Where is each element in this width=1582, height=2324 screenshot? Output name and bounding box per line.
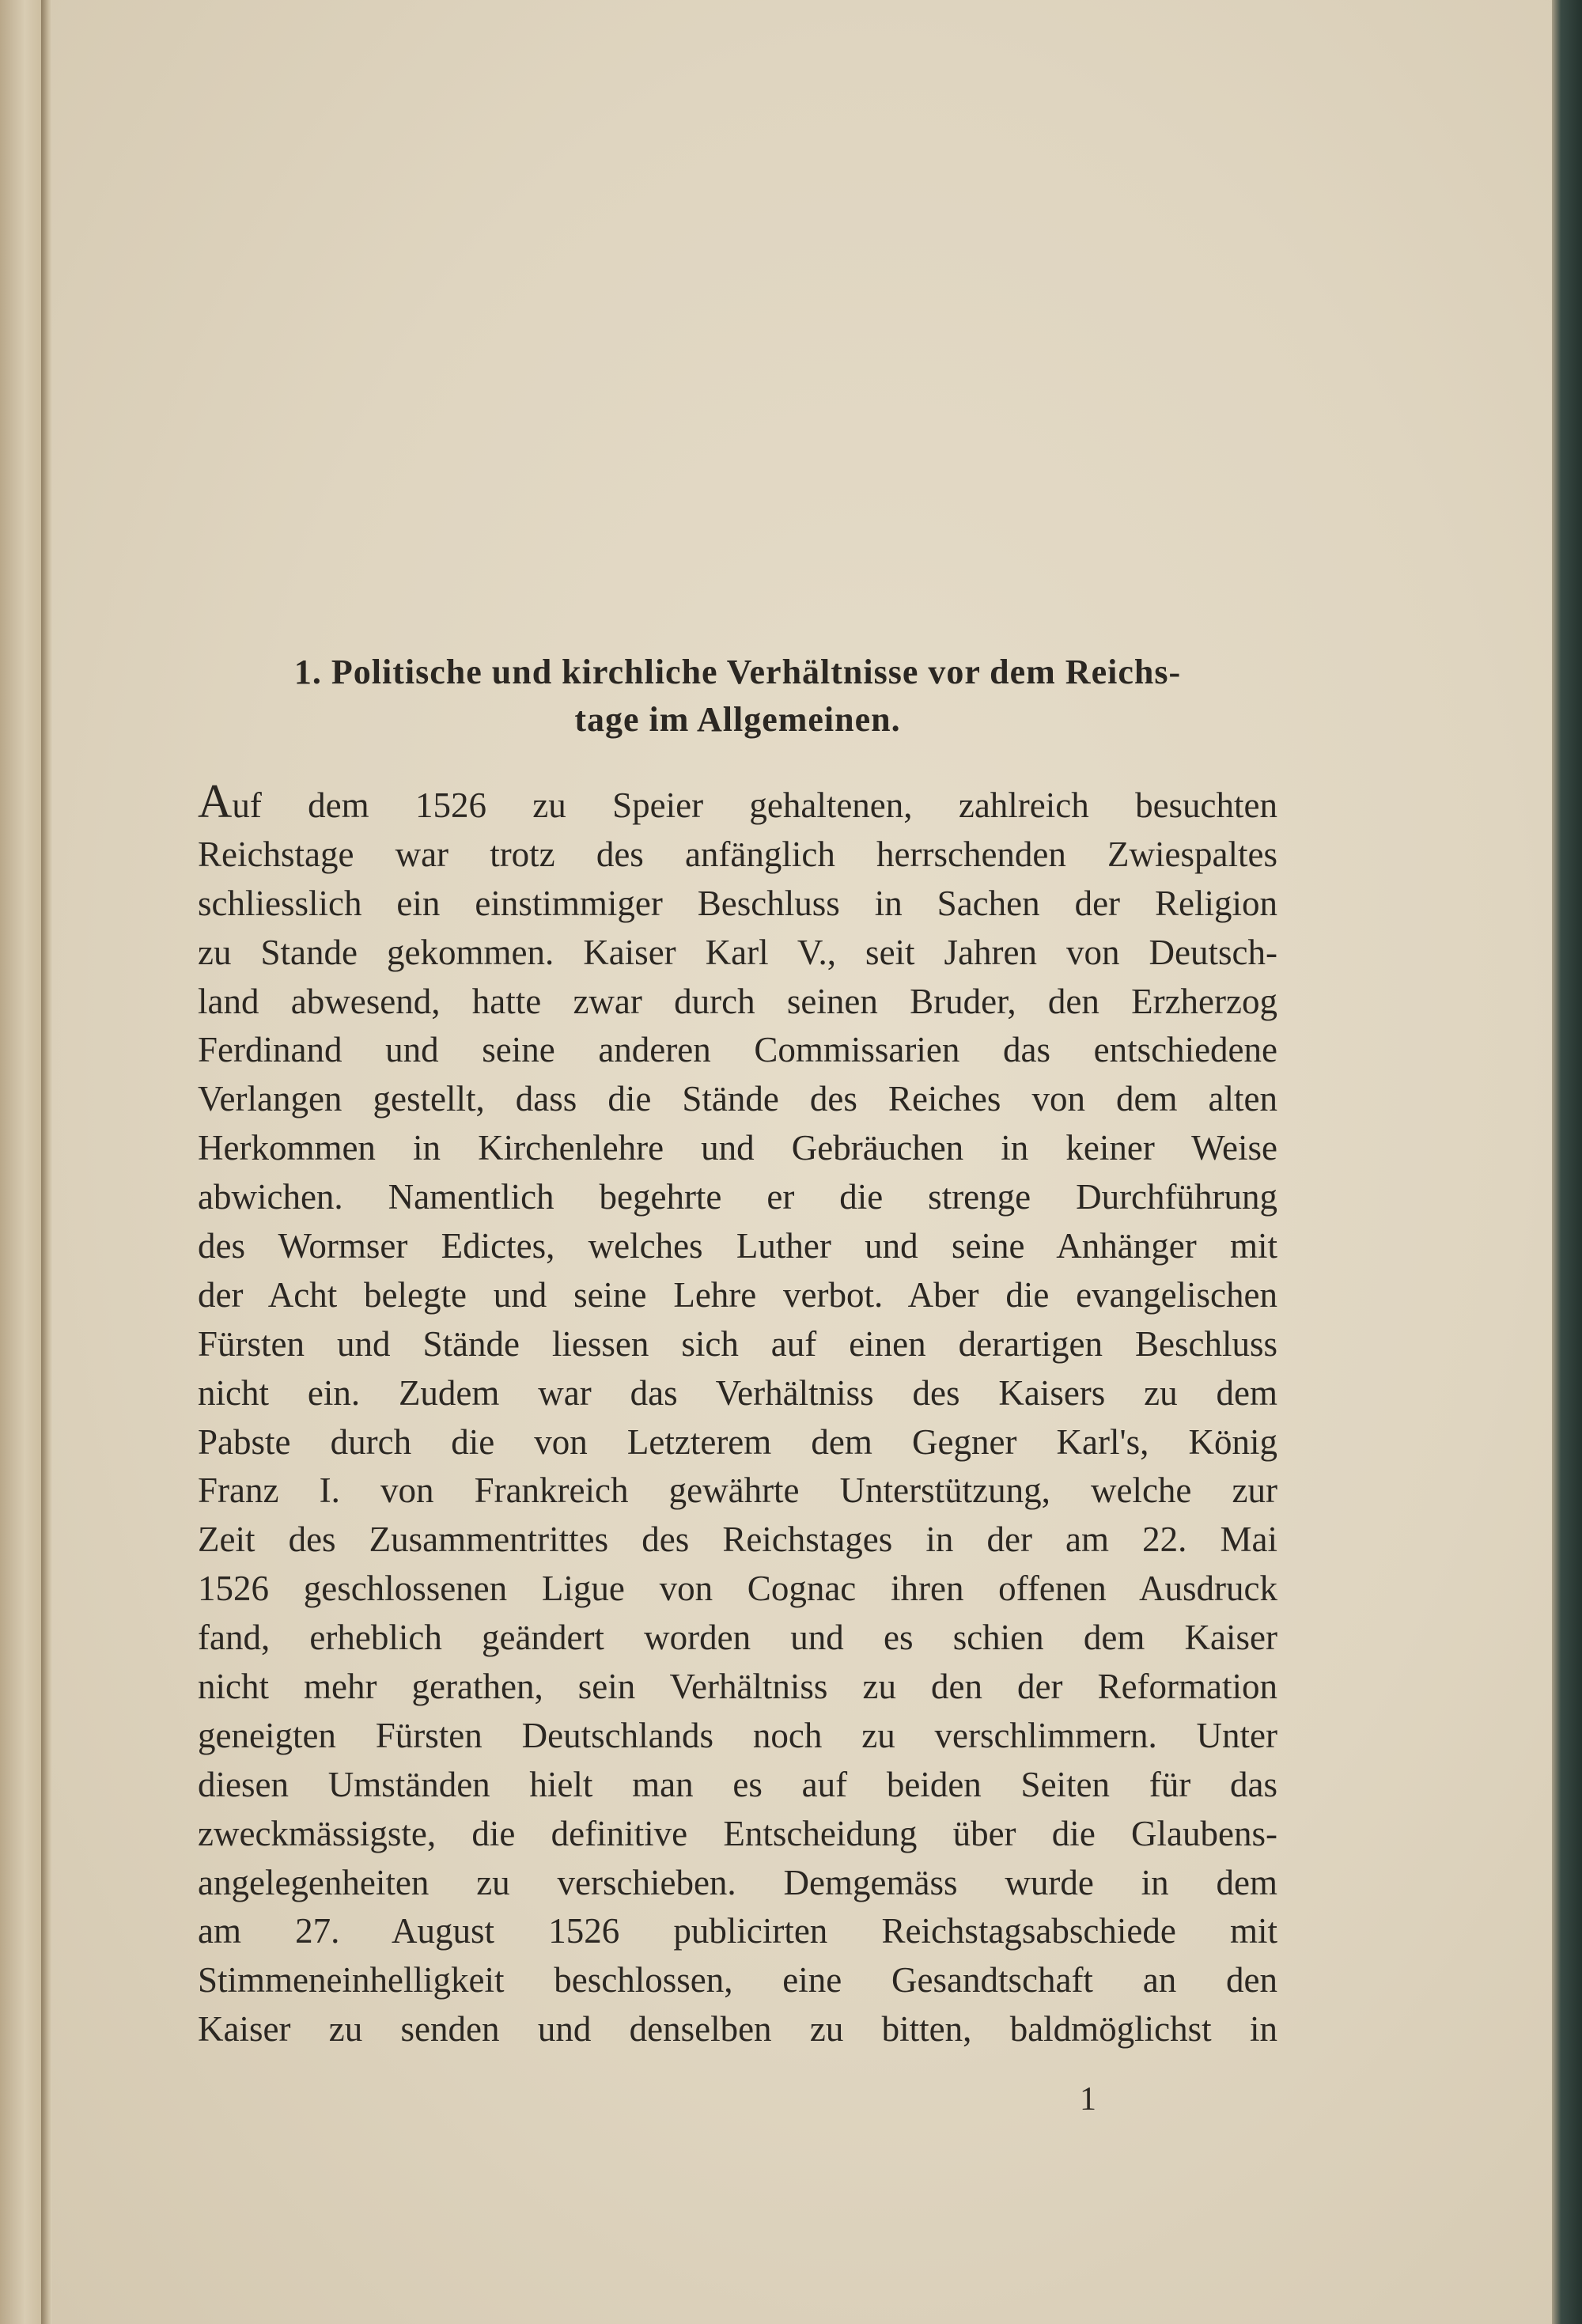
text-line: fand, erheblich geändert worden und es schien dem Kaiser [198, 1618, 1277, 1658]
text-line: Verlangen gestellt, dass die Stände des Reiches von dem alten [198, 1079, 1277, 1119]
text-line: land abwesend, hatte zwar durch seinen Bruder, den Erzherzog [198, 981, 1277, 1021]
right-cover-edge [1552, 0, 1582, 2324]
text-line: Ferdinand und seine anderen Commissarien das entschiedene [198, 1030, 1277, 1070]
text-line: schliesslich ein einstimmiger Beschluss in Sachen der Religion [198, 883, 1277, 923]
text-line: Reichstage war trotz des anfänglich herrschenden Zwiespaltes [198, 834, 1277, 874]
text-line-content: uf dem 1526 zu Speier gehaltenen, zahlreich besuchten [232, 785, 1277, 825]
text-line: Fürsten und Stände liessen sich auf einen derartigen Beschluss [198, 1323, 1277, 1364]
text-line: des Wormser Edictes, welches Luther und seine Anhänger mit [198, 1226, 1277, 1266]
text-line: 1526 geschlossenen Ligue von Cognac ihren offenen Ausdruck [198, 1569, 1277, 1609]
text-line: zweckmässigste, die definitive Entscheidung über die Glaubens- [198, 1813, 1277, 1853]
chapter-heading [198, 649, 1277, 744]
text-line: nicht mehr gerathen, sein Verhältniss zu den der Reformation [198, 1667, 1277, 1707]
text-line: Herkommen in Kirchenlehre und Gebräuchen in keiner Weise [198, 1128, 1277, 1168]
text-line: zu Stande gekommen. Kaiser Karl V., seit Jahren von Deutsch- [198, 932, 1277, 972]
text-line: abwichen. Namentlich begehrte er die strenge Durchführung [198, 1177, 1277, 1217]
text-line [198, 775, 1277, 831]
text-line: Franz I. von Frankreich gewährte Unterstützung, welche zur [198, 1470, 1277, 1511]
text-line: nicht ein. Zudem war das Verhältniss des Kaisers zu dem [198, 1372, 1277, 1413]
chapter-heading-line-2: tage im Allgemeinen. [574, 700, 901, 739]
text-line: am 27. August 1526 publicirten Reichstagsabschiede mit [198, 1911, 1277, 1951]
initial-letter: A [198, 775, 233, 827]
text-line: Zeit des Zusammentrittes des Reichstages in der am 22. Mai [198, 1520, 1277, 1560]
text-line: geneigten Fürsten Deutschlands noch zu verschlimmern. Unter [198, 1715, 1277, 1755]
text-line: angelegenheiten zu verschieben. Demgemäss wurde in dem [198, 1862, 1277, 1902]
text-line: diesen Umständen hielt man es auf beiden Seiten für das [198, 1764, 1277, 1804]
chapter-heading-line-1: 1. Politische und kirchliche Verhältnisse vor dem Reichs- [293, 653, 1182, 691]
page-number: 1 [1080, 2081, 1096, 2118]
text-line: Pabste durch die von Letzterem dem Gegner Karl's, König [198, 1421, 1277, 1462]
text-line: der Acht belegte und seine Lehre verbot. Aber die evangelischen [198, 1274, 1277, 1315]
body-paragraph [198, 775, 1277, 2054]
page-text [198, 649, 1277, 2054]
text-line: Stimmeneinhelligkeit beschlossen, eine Gesandtschaft an den [198, 1960, 1277, 2000]
text-line: Kaiser zu senden und denselben zu bitten, baldmöglichst in [198, 2009, 1277, 2050]
